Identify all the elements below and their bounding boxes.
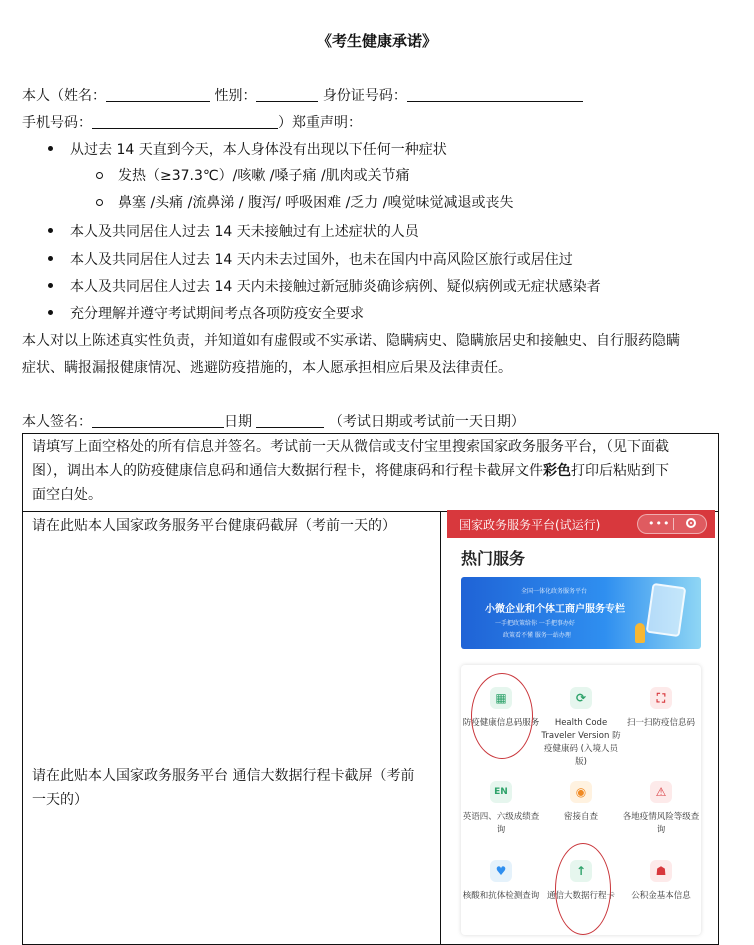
- heart-shield-icon: ♥: [490, 860, 512, 882]
- color-emphasis: 彩色: [543, 463, 571, 479]
- date-label: 日期: [224, 414, 252, 430]
- travel-card-text: 请在此贴本人国家政务服务平台 通信大数据行程卡截屏（考前: [32, 768, 415, 784]
- instructions-line: 面空白处。: [32, 487, 102, 503]
- tablet-illustration-icon: [646, 583, 687, 637]
- sub-bullet-dot: [96, 199, 103, 206]
- service-label: 英语四、六级成绩查询: [462, 812, 540, 835]
- instructions-cell: [32, 435, 712, 507]
- travel-card-text: 一天的）: [32, 792, 88, 808]
- gender-label: 性别：: [214, 88, 257, 104]
- service-label: Health Code Traveler Version 防疫健康码 (入境人员版): [541, 718, 621, 767]
- person-illustration-icon: [635, 623, 645, 643]
- sub-bullet-dot: [96, 172, 103, 179]
- app-title: 国家政务服务平台(试运行): [459, 518, 601, 532]
- service-item-nucleic-test[interactable]: [461, 860, 541, 903]
- scan-icon: ⛶: [650, 687, 672, 709]
- service-item-cet-score[interactable]: [461, 781, 541, 837]
- service-label: 防疫健康信息码服务: [462, 718, 540, 728]
- banner-caption: 全国一体化政务服务平台: [521, 588, 588, 595]
- bullet-dot: [48, 310, 53, 315]
- date-blank[interactable]: [256, 413, 324, 428]
- bullet-dot: [48, 283, 53, 288]
- bullet-item: 本人及共同居住人过去 14 天未接触过有上述症状的人员: [70, 224, 419, 240]
- service-label: 公积金基本信息: [631, 891, 691, 901]
- alert-icon: ⚠: [650, 781, 672, 803]
- instructions-line: 请填写上面空格处的所有信息并签名。考试前一天从微信或支付宝里搜索国家政务服务平台，（见下面截: [32, 439, 669, 455]
- id-number-blank[interactable]: [407, 87, 583, 102]
- hot-services-title: 热门服务: [461, 549, 526, 568]
- service-item-scan[interactable]: [621, 687, 701, 730]
- refresh-icon: ⟳: [570, 687, 592, 709]
- banner-headline: 小微企业和个体工商户服务专栏: [485, 604, 625, 615]
- service-label: 核酸和抗体检测查询: [462, 891, 540, 901]
- service-label: 通信大数据行程卡: [546, 891, 615, 901]
- bullet-item: 本人及共同居住人过去 14 天内未去过国外，也未在国内中高风险区旅行或居住过: [70, 252, 573, 268]
- promo-banner[interactable]: [461, 577, 701, 649]
- sub-bullet-item: 发热（≥37.3℃）/咳嗽 /嗓子痛 /肌肉或关节痛: [118, 168, 410, 184]
- signature-line: [22, 411, 525, 431]
- phone-label: 手机号码：: [22, 115, 92, 131]
- declaration-text: 本人对以上陈述真实性负责，并知道如有虚假或不实承诺、隐瞒病史、隐瞒旅居史和接触史、自行服药隐瞒: [22, 333, 680, 349]
- signature-blank[interactable]: [92, 413, 224, 428]
- mini-program-capsule[interactable]: [637, 514, 707, 534]
- close-target-icon[interactable]: [686, 518, 696, 528]
- bullet-item: 从过去 14 天直到今天，本人身体没有出现以下任何一种症状: [70, 142, 447, 158]
- bullet-dot: [48, 228, 53, 233]
- gender-blank[interactable]: [256, 87, 318, 102]
- highlight-oval: [471, 673, 533, 759]
- qr-code-icon: ▦: [490, 687, 512, 709]
- phone-blank[interactable]: [92, 114, 278, 129]
- bullet-dot: [48, 256, 53, 261]
- name-blank[interactable]: [106, 87, 210, 102]
- en-icon: EN: [490, 781, 512, 803]
- app-title-bar: [447, 510, 715, 538]
- banner-subline: 一手把政策给你 一手把事办好: [495, 620, 575, 627]
- banner-subline: 政策看不懂 服务一站办理: [503, 632, 571, 639]
- phone-line: [22, 112, 362, 132]
- service-item-traveler-code[interactable]: [541, 687, 621, 769]
- service-label: 扫一扫防疫信息码: [626, 718, 695, 728]
- fund-icon: ☗: [650, 860, 672, 882]
- page-title: 《考生健康承诺》: [316, 32, 437, 50]
- table-divider: [440, 512, 441, 944]
- personal-info-line: [22, 85, 583, 105]
- shield-icon: ◉: [570, 781, 592, 803]
- sub-bullet-item: 鼻塞 /头痛 /流鼻涕 / 腹泻/ 呼吸困难 /乏力 /嗅觉味觉减退或丧失: [118, 195, 514, 211]
- service-item-housing-fund[interactable]: [621, 860, 701, 903]
- name-label: 本人（姓名：: [22, 88, 106, 104]
- highlight-oval: [555, 843, 611, 935]
- declaration-text: 症状、瞒报漏报健康情况、逃避防疫措施的，本人愿承担相应后果及法律责任。: [22, 360, 512, 376]
- signature-label: 本人签名：: [22, 414, 92, 430]
- instructions-line: [32, 459, 712, 483]
- service-label: 各地疫情风险等级查询: [622, 812, 700, 835]
- health-code-paste-area: 请在此贴本人国家政务服务平台健康码截屏（考前一天的）: [32, 518, 396, 534]
- arrow-up-icon: ↑: [570, 860, 592, 882]
- bullet-item: 本人及共同居住人过去 14 天内未接触过新冠肺炎确诊病例、疑似病例或无症状感染者: [70, 279, 601, 295]
- gov-service-screenshot: [447, 510, 715, 943]
- travel-card-paste-area: [32, 764, 432, 812]
- service-grid: [461, 665, 701, 935]
- declare-label: ）郑重声明：: [278, 115, 362, 131]
- id-label: 身份证号码：: [322, 88, 407, 104]
- instructions-text: 打印后粘贴到下: [571, 463, 669, 479]
- bullet-dot: [48, 146, 53, 151]
- service-label: 密接自查: [563, 812, 598, 822]
- bullet-item: 充分理解并遵守考试期间考点各项防疫安全要求: [70, 306, 364, 322]
- date-hint: （考试日期或考试前一天日期）: [328, 414, 525, 430]
- instructions-text: 图），调出本人的防疫健康信息码和通信大数据行程卡，将健康码和行程卡截屏文件: [32, 463, 543, 479]
- more-icon[interactable]: •••: [648, 517, 671, 530]
- service-item-contact-check[interactable]: [541, 781, 621, 824]
- service-item-risk-level[interactable]: [621, 781, 701, 837]
- capsule-divider: [673, 518, 674, 530]
